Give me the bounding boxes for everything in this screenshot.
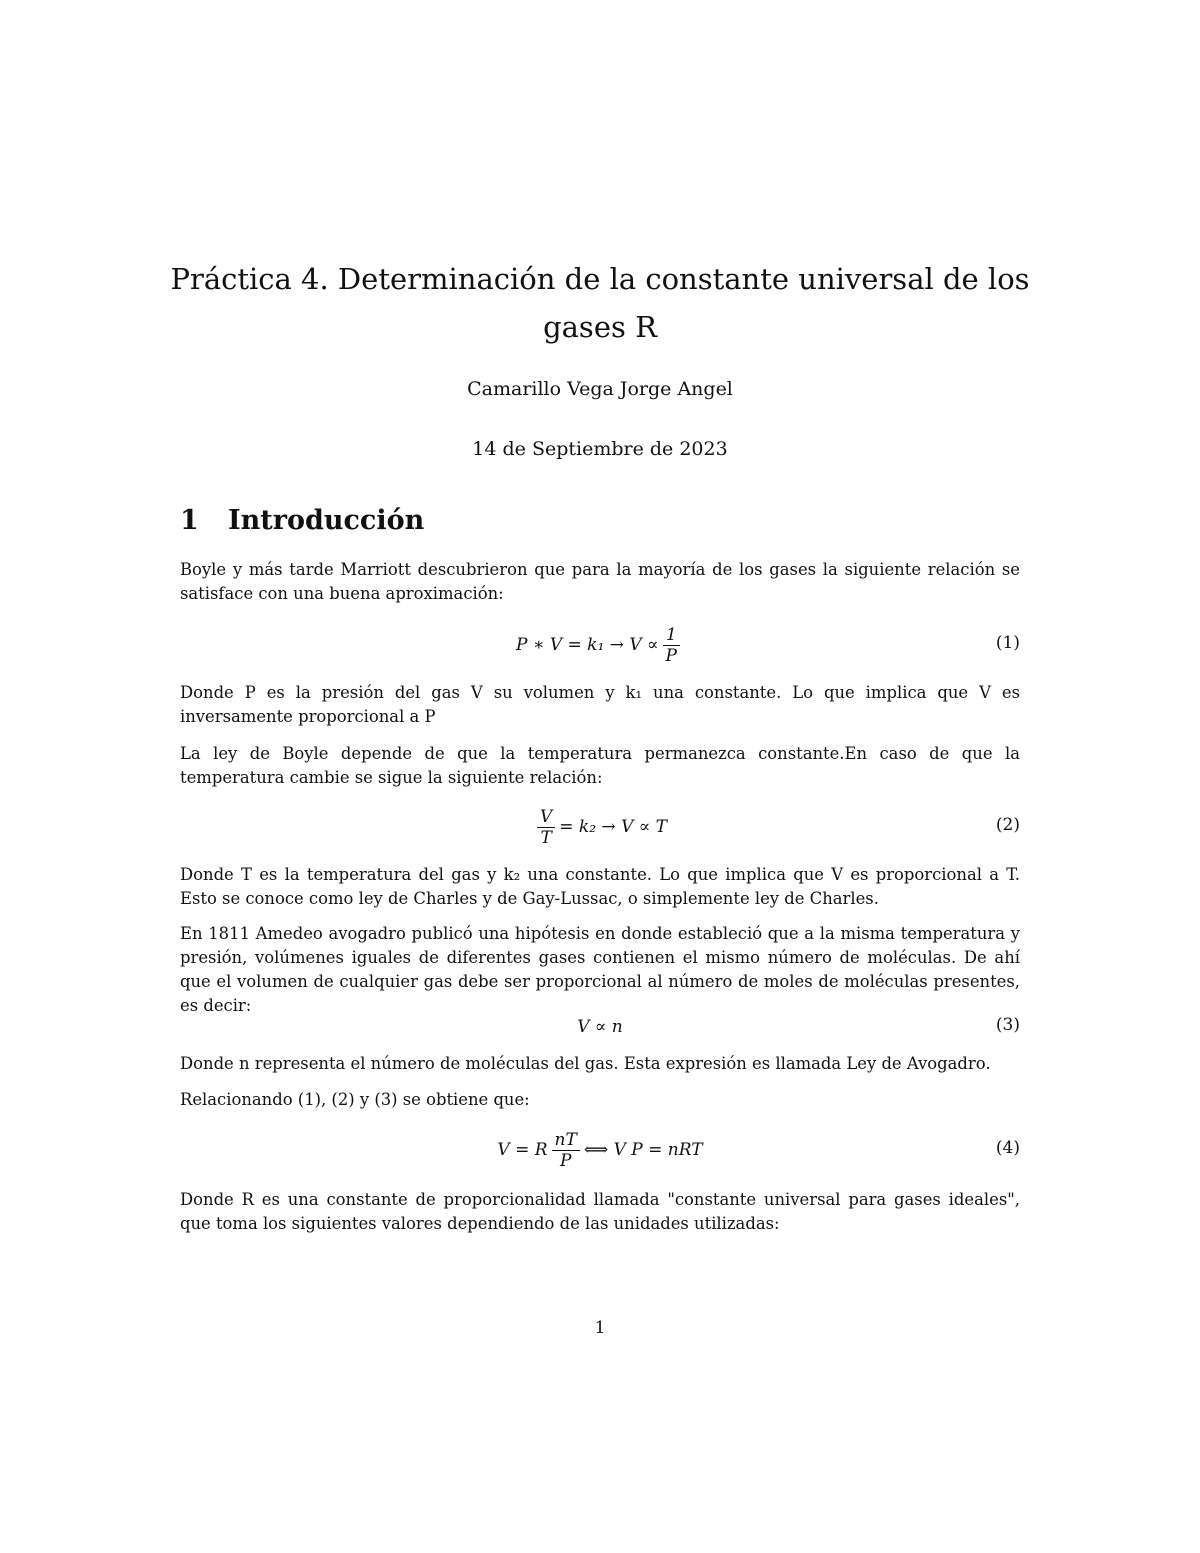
fraction-denominator: P: [665, 645, 677, 666]
paragraph-constant-R: Donde R es una constante de proporcionalidad llamada "constante universal para gases ideales", que toma los siguientes valores dependiendo de las unidades utilizadas:: [180, 1190, 1020, 1233]
equation-1: [180, 619, 1020, 671]
equation-2: [180, 801, 1020, 853]
paragraph-avogadro-law: Donde n representa el número de moléculas del gas. Esta expresión es llamada Ley de Avogadro.: [180, 1054, 991, 1073]
equation-4-number: (4): [995, 1138, 1020, 1158]
paper-date: 14 de Septiembre de 2023: [472, 438, 728, 460]
fraction-denominator: T: [540, 827, 552, 848]
section-number: 1: [180, 505, 199, 536]
equation-1-lhs: P ∗ V = k₁ → V ∝: [516, 635, 659, 655]
equation-3-number: (3): [995, 1015, 1020, 1035]
equation-3-expression: V ∝ n: [577, 1017, 623, 1037]
equation-4-lhs: V = R: [497, 1140, 548, 1160]
paragraph-boyle: Boyle y más tarde Marriott descubrieron que para la mayoría de los gases la siguiente relación se satisface con una buena aproximación:: [180, 560, 1020, 603]
author-name: Camarillo Vega Jorge Angel: [467, 378, 733, 400]
section-heading: [180, 505, 424, 536]
equation-2-number: (2): [995, 815, 1020, 835]
page-number: 1: [594, 1318, 606, 1338]
equation-3: [180, 1001, 1020, 1053]
fraction-denominator: P: [559, 1150, 572, 1171]
equation-1-fraction: [663, 625, 680, 666]
section-title: Introducción: [228, 505, 425, 536]
equation-4-fraction: [552, 1130, 580, 1171]
fraction-numerator: 1: [663, 625, 680, 646]
equation-2-fraction: [537, 807, 555, 848]
paper-title: Práctica 4. Determinación de la constante universal de los gases R: [170, 262, 1030, 344]
paragraph-avogadro: En 1811 Amedeo avogadro publicó una hipótesis en donde estableció que a la misma temperatura y presión, volúmenes iguales de diferentes gases contienen el mismo número de moléculas. De ahí que el volumen de cualquier gas debe ser proporcional al número de moles de moléculas presentes, es decir:: [180, 924, 1020, 1015]
equation-2-rhs: = k₂ → V ∝ T: [559, 817, 668, 837]
fraction-numerator: nT: [552, 1130, 580, 1151]
fraction-numerator: V: [537, 807, 555, 828]
paragraph-charles: Donde T es la temperatura del gas y k₂ una constante. Lo que implica que V es proporcional a T. Esto se conoce como ley de Charles y de Gay-Lussac, o simplemente ley de Charles.: [180, 865, 1020, 908]
paragraph-relating: Relacionando (1), (2) y (3) se obtiene que:: [180, 1090, 530, 1109]
paragraph-temperature: La ley de Boyle depende de que la temperatura permanezca constante.En caso de que la temperatura cambie se sigue la siguiente relación:: [180, 744, 1020, 787]
equation-4: [180, 1124, 1020, 1176]
equation-4-rhs: ⟺ V P = nRT: [583, 1140, 703, 1160]
equation-1-number: (1): [995, 633, 1020, 653]
paragraph-boyle-definition: Donde P es la presión del gas V su volumen y k₁ una constante. Lo que implica que V es inversamente proporcional a P: [180, 683, 1020, 726]
